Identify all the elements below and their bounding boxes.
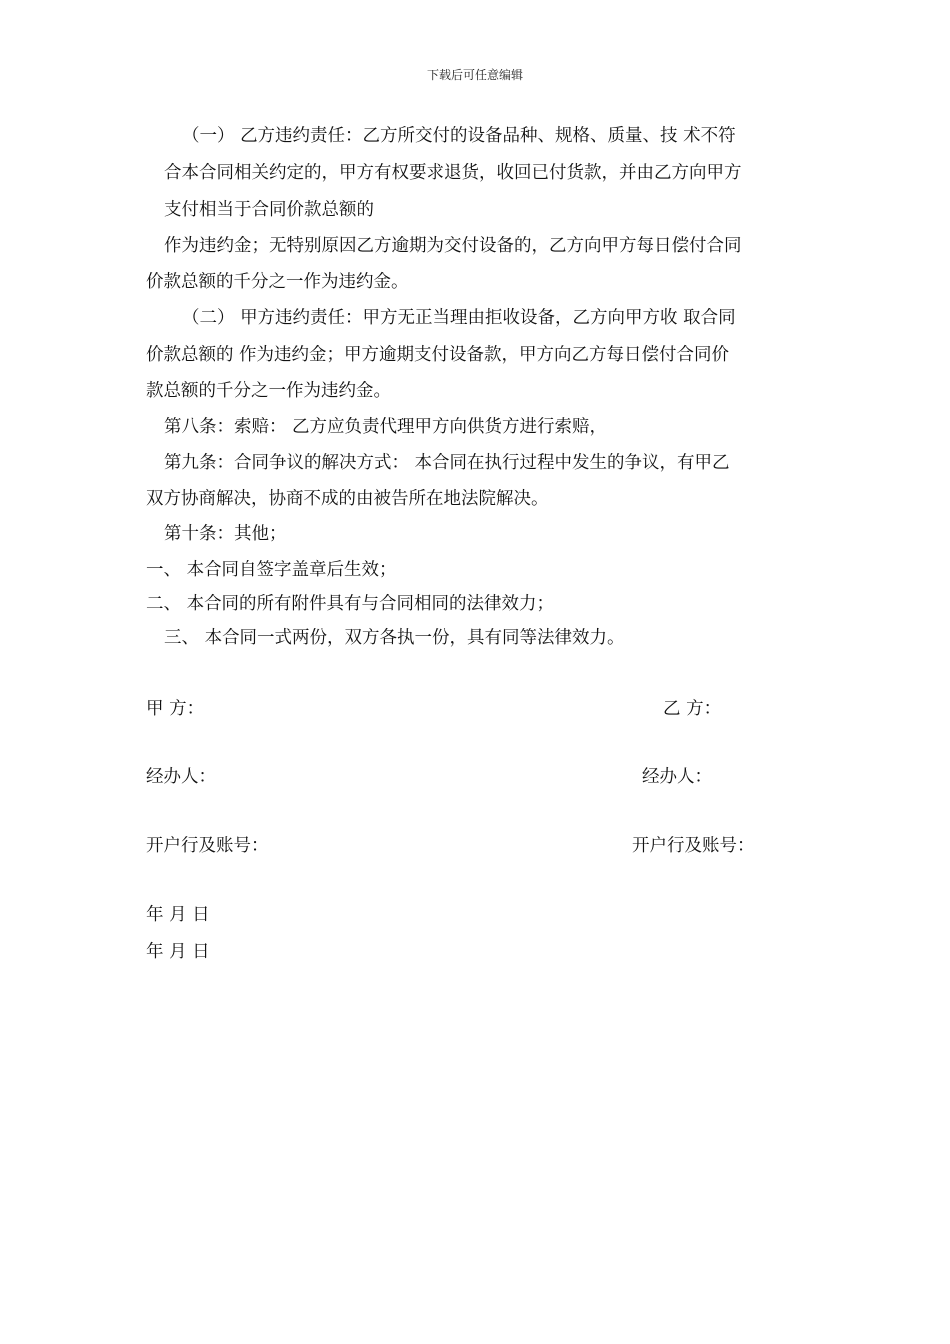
party-a-label: 甲 方：: [146, 699, 205, 719]
date-line-2: 年 月 日: [146, 942, 210, 962]
article-8: 第八条：索赔： 乙方应负责代理甲方向供货方进行索赔，: [164, 417, 608, 437]
article-10: 第十条：其他；: [164, 524, 287, 544]
clause-2-line-3: 款总额的千分之一作为违约金。: [146, 381, 391, 401]
date-line-1: 年 月 日: [146, 905, 210, 925]
clause-2-line-2: 价款总额的 作为违约金；甲方逾期支付设备款，甲方向乙方每日偿付合同价: [146, 345, 730, 365]
clause-1-line-1: （一） 乙方违约责任：乙方所交付的设备品种、规格、质量、技 术不符: [182, 126, 736, 146]
agent-b-label: 经办人：: [642, 767, 712, 787]
clause-1-line-3: 支付相当于合同价款总额的: [164, 200, 374, 220]
other-item-2: 二、 本合同的所有附件具有与合同相同的法律效力；: [146, 594, 555, 614]
clause-1-line-4: 作为违约金；无特别原因乙方逾期为交付设备的，乙方向甲方每日偿付合同: [164, 236, 742, 256]
bank-account-b-label: 开户行及账号：: [632, 836, 755, 856]
clause-1-line-5: 价款总额的千分之一作为违约金。: [146, 272, 409, 292]
page-header: 下载后可任意编辑: [426, 68, 523, 82]
article-9-line-2: 双方协商解决，协商不成的由被告所在地法院解决。: [146, 489, 549, 509]
clause-2-line-1: （二） 甲方违约责任：甲方无正当理由拒收设备，乙方向甲方收 取合同: [182, 308, 736, 328]
party-b-label: 乙 方：: [663, 699, 722, 719]
other-item-1: 一、 本合同自签字盖章后生效；: [146, 560, 397, 580]
clause-1-line-2: 合本合同相关约定的，甲方有权要求退货，收回已付货款，并由乙方向甲方: [164, 163, 742, 183]
other-item-3: 三、 本合同一式两份，双方各执一份，具有同等法律效力。: [164, 628, 625, 648]
agent-a-label: 经办人：: [146, 767, 216, 787]
article-9-line-1: 第九条：合同争议的解决方式： 本合同在执行过程中发生的争议，有甲乙: [164, 453, 730, 473]
bank-account-a-label: 开户行及账号：: [146, 836, 269, 856]
